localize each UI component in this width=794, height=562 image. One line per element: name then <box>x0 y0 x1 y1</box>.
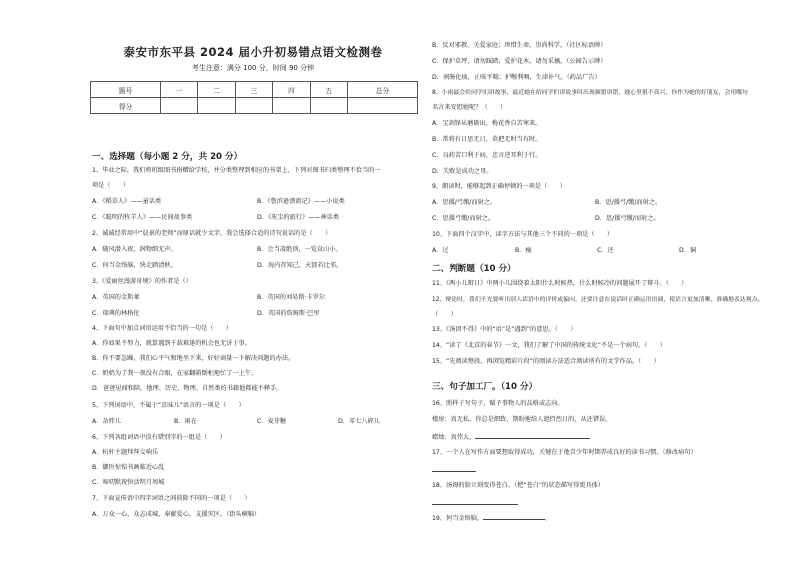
question-10-stem: 10、下面四个汉字中，读字方法与其他三个不同的一项是（ ） <box>432 231 614 238</box>
q1-option-c: C．《聪明的牧羊人》——民间故事类 <box>92 214 193 221</box>
section-judge-heading: 二、判断题（10 分） <box>432 264 516 274</box>
question-14: 14、“读了《北京的春节》一文，我们了解了中国的传统文化”不是一个病句。（ ） <box>432 342 666 349</box>
question-16-prompt-text: 蜡烛：真伟大， <box>432 434 476 441</box>
q4-option-c: C．奶奶为了我一夜没有合眼，在家翻箱倒柜地忙了一上午。 <box>92 370 258 377</box>
question-4-stem: 4、下面句中加点词语运用不恰当的一句是（ ） <box>92 325 233 332</box>
score-header-cell: 一 <box>160 82 197 98</box>
question-3-stem: 3、《爱丽丝漫游奇境》的作者是（） <box>92 278 192 285</box>
q10-option-a: A．过 <box>432 247 449 254</box>
q2-option-a: A．随风潜入夜，润物细无声。 <box>92 246 177 253</box>
question-11: 11、《两小儿辩日》中两小儿围绕着太阳什么时候热，什么时候冷的问题展开了辩斗。（ ） <box>432 280 688 287</box>
section-choice-heading: 一、选择题（每小题 2 分，共 20 分） <box>92 152 243 162</box>
answer-blank[interactable] <box>475 432 590 439</box>
q8-option-d: D．失败是成功之母。 <box>432 168 493 175</box>
q7-option-a: A．万众一心，众志成城，奉献爱心，支援灾区。（街头横幅） <box>92 511 261 518</box>
q4-option-d: D．爸爸见闻和陪，地理、历史、物理、自然类的书籍他都能不释手。 <box>92 385 283 392</box>
score-cell <box>273 98 310 114</box>
question-8-stem-cont: 名言来安慰她呢？（ ） <box>432 104 507 111</box>
score-cell <box>198 98 235 114</box>
question-15: 15、“先阅读整段，再浏览精彩片段”的阅读方法适合阅读所有的文学作品。（ ） <box>432 358 660 365</box>
question-9-stem: 9、朗读时，能够起到正确停顿的一项是（ ） <box>432 183 566 190</box>
q1-option-b: B．《鲁滨逊漂流记》——小说类 <box>257 198 345 205</box>
q6-option-c: C．啼叨默祝快活明月周城 <box>92 479 165 486</box>
score-table <box>90 81 418 114</box>
q9-option-a: A．思援/弓缴/而射之。 <box>432 199 497 206</box>
page-title: 泰安市东平县 2024 届小升初易错点语文检测卷 <box>123 45 383 59</box>
question-6-stem: 6、下列各组词语中没有错别字的一组是（ ） <box>92 434 226 441</box>
question-19 <box>432 513 551 523</box>
q8-option-b: B．常将有日思无日，莫把无时当有时。 <box>432 136 542 143</box>
score-header-row <box>91 82 418 98</box>
q5-option-a: A．杂拌儿 <box>92 418 121 425</box>
answer-blank[interactable] <box>432 498 518 505</box>
question-19-end: 。 <box>545 515 552 522</box>
q3-option-c: C．瑞典的林格伦 <box>92 310 140 317</box>
score-header-cell: 总分 <box>348 82 418 98</box>
score-cell <box>310 98 347 114</box>
question-19-text: 19、何当金络脑， <box>432 515 484 522</box>
q5-option-c: C．麦芽糖 <box>257 418 287 425</box>
question-8-stem: 8、小雨最会给同学们讲故事，最近她在给同学们讲故事时出现频繁讲错，她心里很不高兴，你作为她的好朋友，会用哪句 <box>432 90 748 96</box>
answer-blank[interactable] <box>483 513 545 520</box>
score-header-cell: 五 <box>310 82 347 98</box>
question-5-stem: 5、下列词语中，不属于“京味儿”语言的一项是（ ） <box>92 402 245 409</box>
question-2-stem: 2、诚诚经常用中“晨景的老师”而原话就少文字，我会选择合适的诗句说话的是（ ） <box>92 230 332 237</box>
q10-option-c: C．还 <box>597 247 614 254</box>
q1-option-a: A．《稻草人》——童话类 <box>92 198 162 205</box>
q7-option-c: C．保护草坪，请勿踩踏；爱护花木，请勿采摘。（公园告示牌） <box>432 58 607 65</box>
answer-blank[interactable] <box>432 465 476 472</box>
question-7-stem: 7、下面宣传语中四字词语之间前除不同的一项是（ ） <box>92 495 251 502</box>
score-header-cell: 二 <box>198 82 235 98</box>
score-header-cell: 三 <box>235 82 272 98</box>
question-17: 17、一个人在写作方面要想取得成功，关键在于他青少年时期养成良好的读书习惯。（修改病句） <box>432 449 697 456</box>
question-18: 18、汤姆的脸立刻变得苍白。（把“苍白”的状态描写得更具体） <box>432 482 605 489</box>
question-16-prompt <box>432 432 590 442</box>
question-12: 12、辩论时，我们不光要听出别人话语中的评价或偏向，还要注意在说话时正确运用语调，使语言更加清晰、准确地表达观点。 <box>432 297 764 303</box>
score-cell <box>235 98 272 114</box>
q9-option-c: C．思援弓缴/而射之。 <box>432 215 495 222</box>
q1-option-d: D．《灰尘的旅行》——神话类 <box>257 214 340 221</box>
q5-option-b: B．闲在 <box>174 418 197 425</box>
score-cell <box>160 98 197 114</box>
question-1-stem-cont: 项是（ ） <box>92 182 130 189</box>
section-sentence-heading: 三、句子加工厂。（10 分） <box>432 382 538 392</box>
q8-option-c: C．良药苦口利于病，忠言逆耳利于行。 <box>432 152 542 159</box>
q10-option-b: B．瘦 <box>515 247 532 254</box>
q10-option-d: D．铜 <box>679 247 697 254</box>
score-header-cell: 四 <box>273 82 310 98</box>
question-17-answer-line <box>432 465 476 475</box>
question-12-bracket: （ ） <box>432 311 457 318</box>
question-13: 13、《汤因不得》中的“语”是“遇到”的意思。（ ） <box>432 326 577 333</box>
q5-option-d: D．零七八碎儿 <box>338 418 380 425</box>
score-row-label: 得分 <box>91 98 161 114</box>
q8-option-a: A．宝剑锋从磨砺出，梅花香自苦寒来。 <box>432 120 542 127</box>
q7-option-b: B．反对邪教，关爱家庭；珍惜生命，崇尚科学。（社区标语牌） <box>432 42 607 49</box>
score-cell <box>348 98 418 114</box>
q3-option-d: D．英国的詹姆斯·巴里 <box>257 310 320 317</box>
q9-option-b: B．思/援弓/缴/而射之。 <box>595 199 662 206</box>
score-value-row <box>91 98 418 114</box>
q2-option-c: C．何当金络脑，快走踏清秋。 <box>92 262 177 269</box>
question-16: 16、照样子写句子，赋予事物人的品格或志向。 <box>432 400 564 407</box>
question-18-answer-line <box>432 498 518 508</box>
q2-option-b: B．会当凌绝顶，一览众山小。 <box>257 246 342 253</box>
exam-notice: 考生注意：满分 100 分，时间 90 分钟 <box>191 64 315 72</box>
question-16-example: 楼房：真无私，你总是细致、期盼地给人遮挡烈日的，从还错误。 <box>432 416 612 423</box>
q6-option-a: A．杭杆主题拜拜交响乐 <box>92 449 159 456</box>
q4-option-b: B．你不要急躁，我们心平气和地坐下来，好好商量一下解决问题的办法。 <box>92 355 295 362</box>
score-header-cell: 题号 <box>91 82 161 98</box>
q7-option-d: D．润肠化痰，止咳平喘；护喉利咽，生津补气。（药品广告） <box>432 74 601 81</box>
question-1-stem: 1、毕业之际，我们将班级图书捐赠给学校，并分类整理到相应的书架上，下列对图书归类整理不恰当的一 <box>92 167 381 174</box>
q3-option-b: B．英国的刘易斯·卡罗尔 <box>257 294 326 301</box>
q3-option-a: A．英国的金斯莱 <box>92 294 140 301</box>
q4-option-a: A．你如果不努力，就算遇到千载难逢的机会也无济于事。 <box>92 340 251 347</box>
q6-option-b: B．御医惊惶书画临近心乱 <box>92 464 165 471</box>
q2-option-d: D．海内存知己，天涯若比邻。 <box>257 262 343 269</box>
q9-option-d: D．思/援弓缴/而射之。 <box>595 215 660 222</box>
